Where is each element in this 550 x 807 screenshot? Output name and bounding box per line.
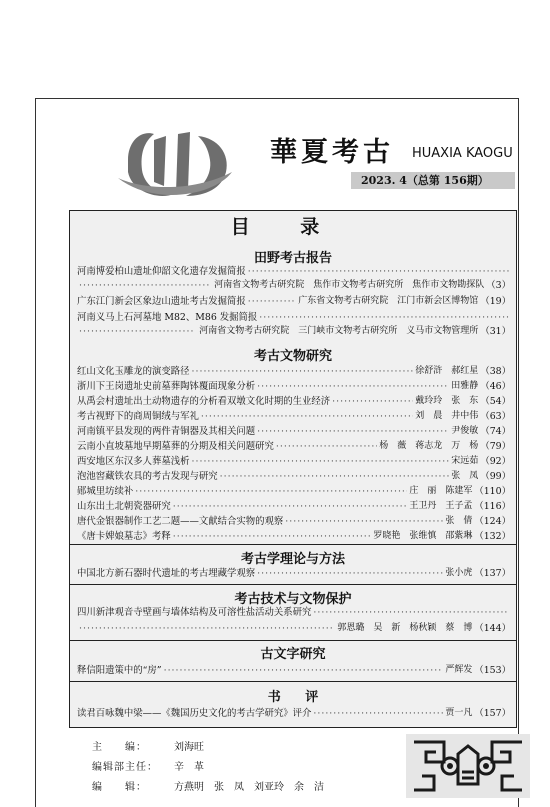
toc-entry[interactable] — [77, 294, 511, 309]
section-divider — [69, 681, 517, 682]
entry-authors: 张 凤 — [451, 471, 479, 481]
section-title: 田野考古报告 — [253, 251, 332, 266]
section-divider — [69, 544, 517, 545]
entry-title: 广东江门新会区象边山遗址考古发掘简报 — [77, 296, 246, 307]
entry-page: （79） — [480, 441, 511, 452]
toc-entry-authors — [77, 324, 511, 339]
section-title: 考古学理论与方法 — [240, 552, 345, 567]
entry-page: （46） — [480, 381, 511, 392]
entry-authors: 郭恩璐 吴 新 杨秋颖 蔡 博 — [337, 623, 473, 633]
entry-authors: 杨 薇 蒋志龙 万 杨 — [379, 441, 479, 451]
entry-title: 河南博爱柏山遗址仰韶文化遗存发掘简报 — [77, 266, 246, 277]
entry-authors: 广东省文物考古研究院 江门市新会区博物馆 — [298, 296, 479, 306]
entry-title: 河南义马上石河墓地 M82、M86 发掘简报 — [77, 312, 258, 323]
entry-title: 浙川下王岗遗址史前墓葬陶钵覆面现象分析 — [77, 381, 256, 392]
entry-authors: 河南省文物考古研究院 焦作市文物考古研究所 焦作市文物勘探队 — [214, 280, 485, 290]
section-title: 古文字研究 — [260, 647, 326, 662]
entry-title: 红山文化玉雕龙的演变路径 — [77, 366, 190, 377]
editorial-names: 方燕明 张 凤 刘亚玲 余 洁 — [174, 782, 324, 793]
entry-title: 从禹会村遗址出土动物遗存的分析看双墩文化时期的生业经济 — [77, 396, 331, 407]
toc-entry[interactable] — [77, 439, 511, 454]
entry-title: 山东出土北朝瓷器研究 — [77, 501, 171, 512]
entry-page: （157） — [474, 708, 511, 719]
entry-page: （153） — [474, 665, 511, 676]
editorial-role: 主 编： — [92, 742, 147, 753]
entry-authors: 王卫丹 王子孟 — [409, 501, 473, 511]
entry-authors: 张 倩 — [445, 516, 473, 526]
entry-page: （110） — [474, 486, 511, 497]
entry-authors: 刘 晨 井中伟 — [415, 411, 479, 421]
editor-in-chief — [92, 738, 204, 753]
section-title: 考古文物研究 — [253, 349, 332, 364]
toc-entry[interactable] — [77, 454, 511, 469]
entry-authors: 戴玲玲 张 东 — [415, 396, 479, 406]
editors — [92, 778, 324, 793]
entry-title: 泡池窖藏铁农具的考古发现与研究 — [77, 471, 218, 482]
editorial-names: 刘海旺 — [174, 742, 204, 753]
section-divider — [69, 584, 517, 585]
entry-title: 郧城里坊续补 — [77, 486, 134, 497]
toc-entry[interactable] — [77, 310, 511, 325]
entry-title: 西安地区东汉多人葬墓浅析 — [77, 456, 190, 467]
entry-title: 释信阳遗策中的“房” — [77, 665, 162, 676]
entry-title: 考古视野下的商周铜绒与军礼 — [77, 411, 199, 422]
entry-page: （19） — [480, 296, 511, 307]
entry-page: （99） — [480, 471, 511, 482]
entry-title: 四川新津观音寺壁画与墙体结构及可溶性盐活动关系研究 — [77, 607, 312, 618]
toc-entry[interactable] — [77, 484, 511, 499]
office-director — [92, 758, 204, 773]
editorial-role: 编 辑： — [92, 782, 147, 793]
journal-name-cn: 華夏考古 — [270, 137, 394, 168]
toc-title: 目 录 — [230, 216, 342, 238]
toc-entry[interactable] — [77, 379, 511, 394]
entry-title: 云南小直坡墓地早期墓葬的分期及相关问题研究 — [77, 441, 274, 452]
entry-title: 读君百咏魏中梁——《魏国历史文化的考古学研究》评介 — [77, 708, 312, 719]
entry-page: （144） — [474, 623, 511, 634]
entry-authors: 庄 丽 陈建军 — [409, 486, 473, 496]
entry-page: （38） — [480, 366, 511, 377]
editorial-names: 辛 革 — [174, 762, 204, 773]
entry-title: 河南镇平县发现的两件青铜器及其相关问题 — [77, 426, 256, 437]
journal-logo — [114, 120, 238, 202]
entry-page: （74） — [480, 426, 511, 437]
section-divider — [69, 640, 517, 641]
toc-entry[interactable] — [77, 663, 511, 678]
entry-page: （124） — [474, 516, 511, 527]
entry-page: （116） — [474, 501, 511, 512]
toc-entry[interactable] — [77, 409, 511, 424]
entry-authors: 宋远茹 — [451, 456, 479, 466]
entry-page: （92） — [480, 456, 511, 467]
toc-entry[interactable] — [77, 566, 511, 581]
toc-entry[interactable] — [77, 514, 511, 529]
section-title: 考古技术与文物保护 — [234, 592, 352, 607]
toc-entry[interactable] — [77, 424, 511, 439]
entry-page: （54） — [480, 396, 511, 407]
bronze-motif-icon — [404, 732, 532, 800]
toc-entry-authors — [77, 621, 511, 636]
entry-authors: 罗晓艳 张维慎 邵紫琳 — [373, 531, 473, 541]
journal-name-en: HUAXIA KAOGU — [412, 146, 513, 161]
editorial-role: 编辑部主任： — [92, 762, 158, 773]
entry-authors: 田雅静 — [451, 381, 479, 391]
entry-title: 《唐卡婢娘墓志》考释 — [77, 531, 171, 542]
entry-authors: 徐舒浒 郝红星 — [415, 366, 479, 376]
entry-page: （3） — [486, 280, 511, 291]
toc-entry[interactable] — [77, 264, 511, 279]
entry-page: （31） — [480, 326, 511, 337]
toc-entry[interactable] — [77, 706, 511, 721]
toc-entry[interactable] — [77, 529, 511, 544]
entry-authors: 严辉发 — [445, 665, 473, 675]
entry-title: 中国北方新石器时代遗址的考古埋藏学观察 — [77, 568, 256, 579]
entry-title: 唐代金银器制作工艺二题——文献结合实物的观察 — [77, 516, 284, 527]
toc-entry-authors — [77, 278, 511, 293]
entry-page: （63） — [480, 411, 511, 422]
toc-entry[interactable] — [77, 364, 511, 379]
entry-authors: 张小虎 — [445, 568, 473, 578]
section-title: 书 评 — [267, 690, 329, 705]
toc-entry[interactable] — [77, 605, 511, 620]
entry-page: （137） — [474, 568, 511, 579]
toc-entry[interactable] — [77, 394, 511, 409]
entry-authors: 尹俊敏 — [451, 426, 479, 436]
entry-page: （132） — [474, 531, 511, 542]
toc-entry[interactable] — [77, 499, 511, 514]
entry-authors: 河南省文物考古研究院 三门峡市文物考古研究所 义马市文物管理所 — [199, 326, 479, 336]
entry-authors: 贾一凡 — [445, 708, 473, 718]
toc-entry[interactable] — [77, 469, 511, 484]
issue-number: 2023. 4（总第 156期） — [351, 172, 515, 189]
